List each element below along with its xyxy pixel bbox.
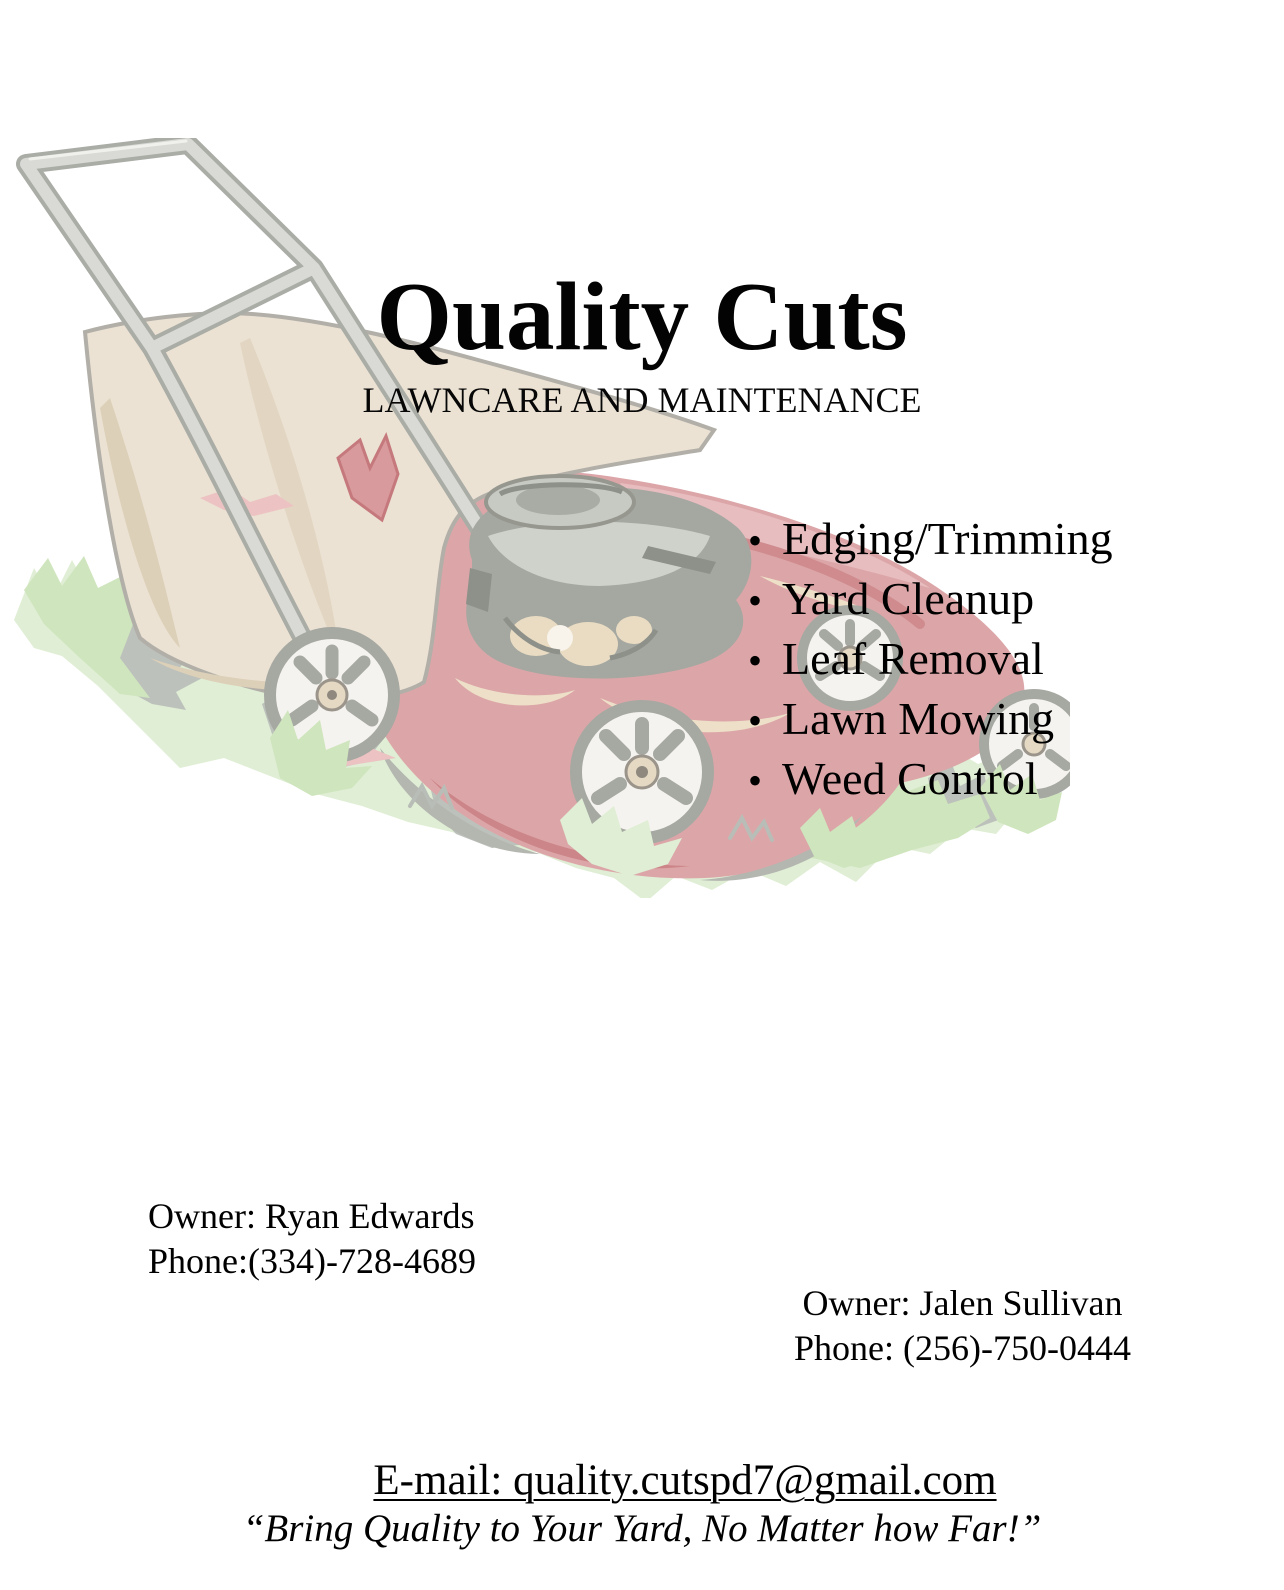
- business-subtitle: LAWNCARE AND MAINTENANCE: [362, 380, 922, 420]
- service-label: Edging/Trimming: [782, 513, 1113, 564]
- service-item: [748, 510, 1113, 570]
- service-item: [748, 630, 1113, 690]
- service-label: Leaf Removal: [782, 633, 1044, 684]
- service-item: [748, 690, 1113, 750]
- owner-primary-block: [148, 1194, 476, 1284]
- service-item: [748, 750, 1113, 810]
- owner-secondary-phone: Phone: (256)-750-0444: [794, 1328, 1131, 1368]
- wheel-front-right: [576, 706, 708, 838]
- bullet-glyph: •: [748, 578, 763, 623]
- service-label: Yard Cleanup: [782, 573, 1035, 624]
- owner-secondary-name: Owner: Jalen Sullivan: [802, 1283, 1123, 1323]
- services-list: [748, 510, 1113, 810]
- service-label: Weed Control: [782, 753, 1038, 804]
- email-link[interactable]: E-mail: quality.cutspd7@gmail.com: [373, 1457, 997, 1504]
- owner-primary-phone: Phone:(334)-728-4689: [148, 1241, 476, 1281]
- owner-secondary-block: [775, 1281, 1150, 1371]
- bullet-glyph: •: [748, 758, 763, 803]
- bullet-glyph: •: [748, 698, 763, 743]
- tagline-quote: “Bring Quality to Your Yard, No Matter how Far!”: [242, 1507, 1042, 1550]
- service-item: [748, 570, 1113, 630]
- service-label: Lawn Mowing: [782, 693, 1055, 744]
- bullet-glyph: •: [748, 638, 763, 683]
- bullet-glyph: •: [748, 518, 763, 563]
- business-name: Quality Cuts: [376, 263, 908, 370]
- owner-primary-name: Owner: Ryan Edwards: [148, 1196, 475, 1236]
